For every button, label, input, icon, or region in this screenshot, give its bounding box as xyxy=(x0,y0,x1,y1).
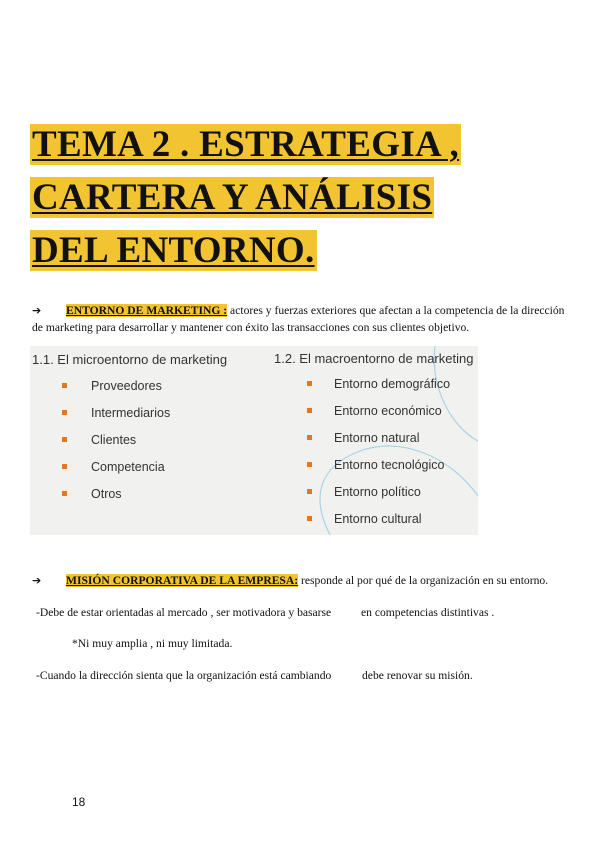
corporate-mission-heading: MISIÓN CORPORATIVA DE LA EMPRESA: xyxy=(66,574,299,587)
list-item: Clientes xyxy=(91,433,137,447)
bullet-icon xyxy=(62,383,67,388)
page-title: TEMA 2 . ESTRATEGIA , CARTERA Y ANÁLISIS DEL ENTORNO. xyxy=(32,124,460,271)
environment-diagram xyxy=(30,346,478,535)
mission-note-2: *Ni muy amplia , ni muy limitada. xyxy=(72,637,233,650)
arrow-icon: ➔ xyxy=(32,574,42,587)
list-item: Competencia xyxy=(91,460,165,474)
list-item: Entorno natural xyxy=(334,431,420,445)
bullet-icon xyxy=(62,491,67,496)
mission-note-3a: -Cuando la dirección sienta que la organización está cambiando xyxy=(36,669,332,682)
page-number: 18 xyxy=(72,795,86,809)
mission-note-3b: debe renovar su misión. xyxy=(362,669,473,682)
bullet-icon xyxy=(307,489,312,494)
mission-note-1a: -Debe de estar orientadas al mercado , ser motivadora y basarse xyxy=(36,606,332,619)
list-item: Entorno demográfico xyxy=(334,377,451,391)
list-item: Entorno cultural xyxy=(334,512,422,526)
bullet-icon xyxy=(62,437,67,442)
mission-note-1b: en competencias distintivas . xyxy=(361,606,495,619)
list-item: Proveedores xyxy=(91,379,162,393)
list-item: Entorno político xyxy=(334,485,421,499)
marketing-environment-heading: ENTORNO DE MARKETING : xyxy=(66,304,228,317)
bullet-icon xyxy=(307,408,312,413)
bullet-icon xyxy=(307,516,312,521)
marketing-environment-paragraph xyxy=(32,302,572,336)
list-item: Entorno económico xyxy=(334,404,442,418)
bullet-icon xyxy=(307,462,312,467)
bullet-icon xyxy=(62,464,67,469)
corporate-mission-definition: responde al por qué de la organización en su entorno. xyxy=(298,574,549,587)
marketing-environment-definition: actores y fuerzas exteriores que afectan a la competencia de la dirección de marketing para desarrollar y mantener con éxito las transacciones con sus clientes objetivo. xyxy=(32,304,565,334)
list-item: Intermediarios xyxy=(91,406,171,420)
bullet-icon xyxy=(307,435,312,440)
macroenvironment-title: 1.2. El macroentorno de marketing xyxy=(274,351,474,366)
microenvironment-title: 1.1. El microentorno de marketing xyxy=(32,352,228,367)
bullet-icon xyxy=(62,410,67,415)
list-item: Otros xyxy=(91,487,122,501)
list-item: Entorno tecnológico xyxy=(334,458,445,472)
corporate-mission-paragraph xyxy=(32,572,572,589)
arrow-icon: ➔ xyxy=(32,304,42,317)
bullet-icon xyxy=(307,381,312,386)
